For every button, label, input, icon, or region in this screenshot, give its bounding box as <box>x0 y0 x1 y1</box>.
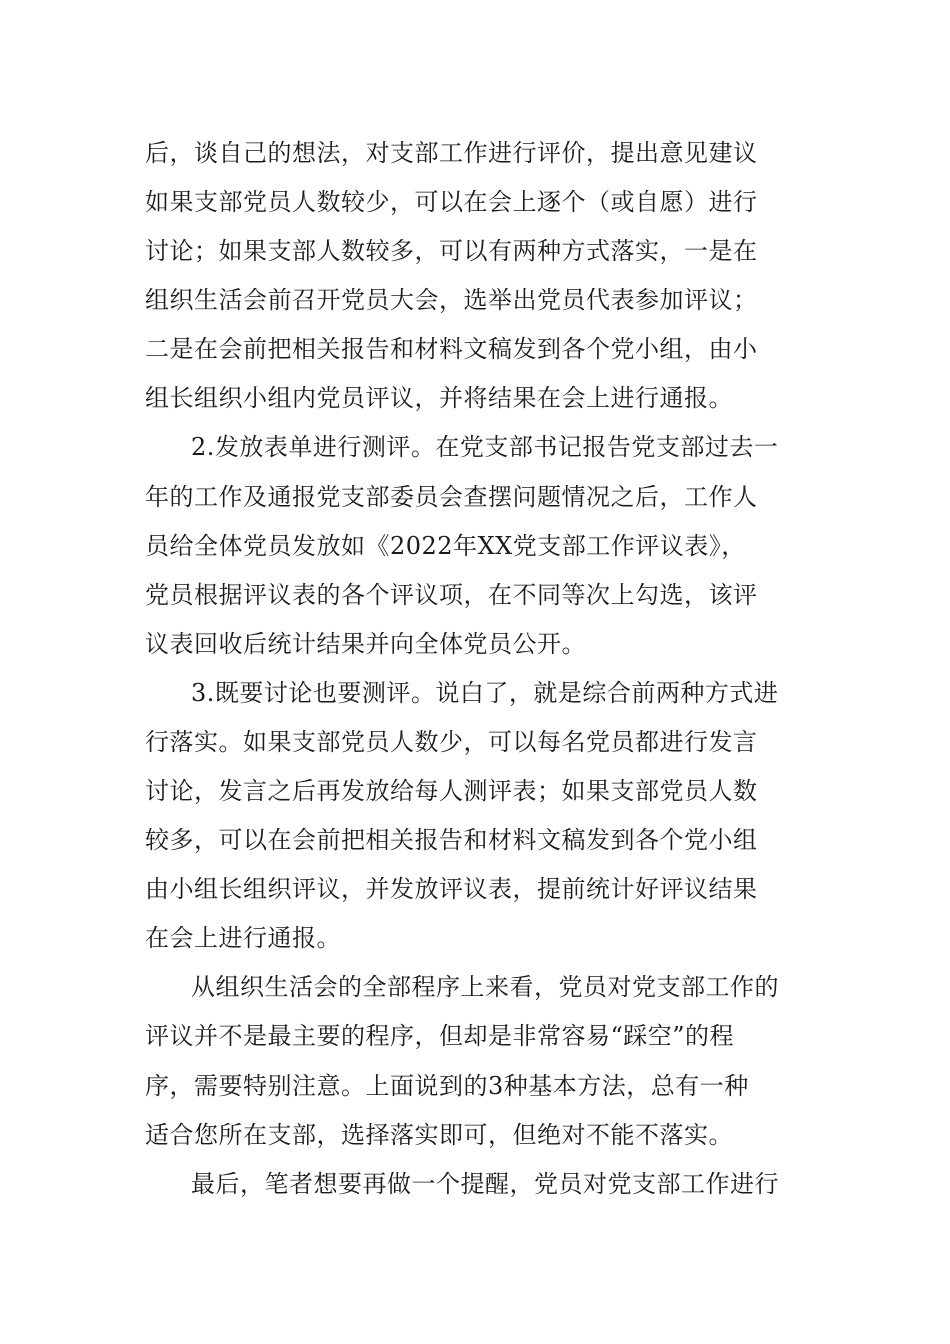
text-line: 组织生活会前召开党员大会，选举出党员代表参加评议； <box>145 286 758 314</box>
text-line: 组长组织小组内党员评议，并将结果在会上进行通报。 <box>145 384 733 412</box>
text-line: 在会上进行通报。 <box>145 924 341 952</box>
text-line: 员给全体党员发放如《2022年XX党支部工作评议表》， <box>145 532 746 560</box>
text-line: 较多，可以在会前把相关报告和材料文稿发到各个党小组 <box>145 826 758 854</box>
text-line: 讨论；如果支部人数较多，可以有两种方式落实，一是在 <box>145 237 758 265</box>
text-line: 党员根据评议表的各个评议项，在不同等次上勾选，该评 <box>145 581 758 609</box>
text-line: 适合您所在支部，选择落实即可，但绝对不能不落实。 <box>145 1121 733 1149</box>
paragraph-first-line: 2.发放表单进行测评。在党支部书记报告党支部过去一 <box>191 433 779 461</box>
paragraph-first-line: 从组织生活会的全部程序上来看，党员对党支部工作的 <box>191 973 779 1001</box>
text-line: 评议并不是最主要的程序，但却是非常容易“踩空”的程 <box>145 1022 735 1050</box>
paragraph-first-line: 3.既要讨论也要测评。说白了，就是综合前两种方式进 <box>191 679 779 707</box>
text-line: 行落实。如果支部党员人数少，可以每名党员都进行发言 <box>145 728 758 756</box>
text-line: 后，谈自己的想法，对支部工作进行评价，提出意见建议 <box>145 139 758 167</box>
text-line: 序，需要特别注意。上面说到的3种基本方法，总有一种 <box>145 1072 749 1100</box>
text-line: 由小组长组织评议，并发放评议表，提前统计好评议结果 <box>145 875 758 903</box>
text-line: 二是在会前把相关报告和材料文稿发到各个党小组，由小 <box>145 335 758 363</box>
text-line: 年的工作及通报党支部委员会查摆问题情况之后，工作人 <box>145 483 758 511</box>
paragraph-first-line: 最后，笔者想要再做一个提醒，党员对党支部工作进行 <box>191 1170 779 1198</box>
text-line: 如果支部党员人数较少，可以在会上逐个（或自愿）进行 <box>145 188 758 216</box>
text-line: 议表回收后统计结果并向全体党员公开。 <box>145 630 586 658</box>
text-line: 讨论，发言之后再发放给每人测评表；如果支部党员人数 <box>145 777 758 805</box>
